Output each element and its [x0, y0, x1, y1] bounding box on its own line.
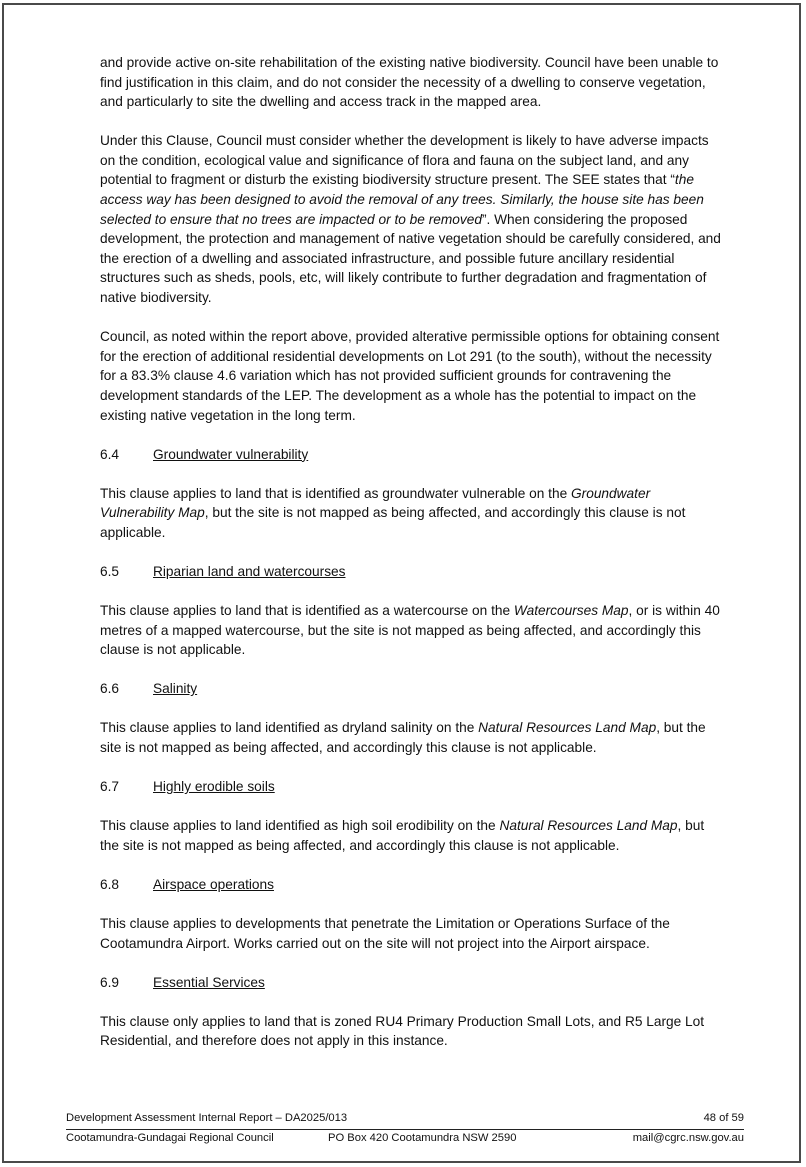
section-number: 6.9: [100, 974, 120, 990]
section-number: 6.8: [100, 876, 120, 892]
paragraph-intro-2: Under this Clause, Council must consider whether the development is likely to have adverse impacts on the condition, ecological value and significance of flora and fauna on the subject land, and any potential to fragment or disturb the existing biodiversity structure present. The SEE states that “the access way has been designed to avoid the removal of any trees. Similarly, the house site has been selected to ensure that no trees are impacted or to be removed”. When considering the proposed development, the protection and management of native vegetation should be carefully considered, and the erection of a dwelling and associated infrastructure, and possible future ancillary residential structures such as sheds, pools, etc, will likely contribute to further degradation and fragmentation of native biodiversity.: [100, 133, 721, 306]
footer-report-line: [66, 1112, 744, 1124]
footer-address: PO Box 420 Cootamundra NSW 2590: [328, 1132, 517, 1144]
section-heading-6-4: [100, 445, 724, 465]
section-title: Airspace operations: [153, 876, 274, 892]
section-heading-6-9: [100, 973, 724, 993]
page-body: [100, 53, 724, 1070]
footer-report-title: Development Assessment Internal Report – DA2025/013: [66, 1112, 348, 1124]
section-title: Essential Services: [153, 974, 265, 990]
footer-council-name: Cootamundra-Gundagai Regional Council: [66, 1132, 274, 1144]
footer-contact-line: [66, 1132, 744, 1144]
section-heading-6-6: [100, 679, 724, 699]
document-page: [2, 3, 801, 1163]
section-body-6-4: This clause applies to land that is identified as groundwater vulnerable on the Groundwater Vulnerability Map, but the site is not mapped as being affected, and accordingly this clause is not applicable.: [100, 485, 686, 540]
section-heading-6-8: [100, 875, 724, 895]
paragraph-intro-3: Council, as noted within the report above, provided alterative permissible options for obtaining consent for the erection of additional residential developments on Lot 291 (to the south), without the necessity for a 83.3% clause 4.6 variation which has not provided sufficient grounds for contravening the development standards of the LEP. The development as a whole has the potential to impact on the existing native vegetation in the long term.: [100, 329, 720, 423]
section-heading-6-5: [100, 562, 724, 582]
section-number: 6.4: [100, 446, 120, 462]
section-title: Groundwater vulnerability: [153, 446, 309, 462]
section-heading-6-7: [100, 777, 724, 797]
section-title: Riparian land and watercourses: [153, 563, 346, 579]
section-body-6-5: This clause applies to land that is identified as a watercourse on the Watercourses Map, or is within 40 metres of a mapped watercourse, but the site is not mapped as being affected, and accordingly this clause is not applicable.: [100, 603, 720, 658]
section-title: Highly erodible soils: [153, 779, 275, 795]
section-body-6-7: This clause applies to land identified as high soil erodibility on the Natural Resources Land Map, but the site is not mapped as being affected, and accordingly this clause is not applicable.: [100, 818, 705, 853]
see-quote: the access way has been designed to avoid the removal of any trees. Similarly, the house site has been selected to ensure that no trees are impacted or to be removed: [100, 172, 704, 227]
section-body-6-8: This clause applies to developments that penetrate the Limitation or Operations Surface of the Cootamundra Airport. Works carried out on the site will not project into the Airport airspace.: [100, 916, 670, 951]
section-number: 6.6: [100, 681, 120, 697]
footer-email: mail@cgrc.nsw.gov.au: [632, 1132, 744, 1144]
page-number: 48 of 59: [703, 1112, 744, 1124]
section-body-6-9: This clause only applies to land that is zoned RU4 Primary Production Small Lots, and R5 Large Lot Residential, and therefore does not apply in this instance.: [100, 1013, 705, 1049]
section-body-6-6: This clause applies to land identified as dryland salinity on the Natural Resources Land Map, but the site is not mapped as being affected, and accordingly this clause is not applicable.: [100, 720, 706, 756]
section-number: 6.7: [100, 779, 120, 795]
paragraph-intro-1: and provide active on-site rehabilitation of the existing native biodiversity. Council have been unable to find justification in this claim, and do not consider the necessity of a dwelling to conserve vegetation, and particularly to site the dwelling and access track in the mapped area.: [100, 55, 719, 110]
footer-divider: [66, 1129, 744, 1130]
section-title: Salinity: [153, 681, 198, 697]
section-number: 6.5: [100, 563, 120, 579]
